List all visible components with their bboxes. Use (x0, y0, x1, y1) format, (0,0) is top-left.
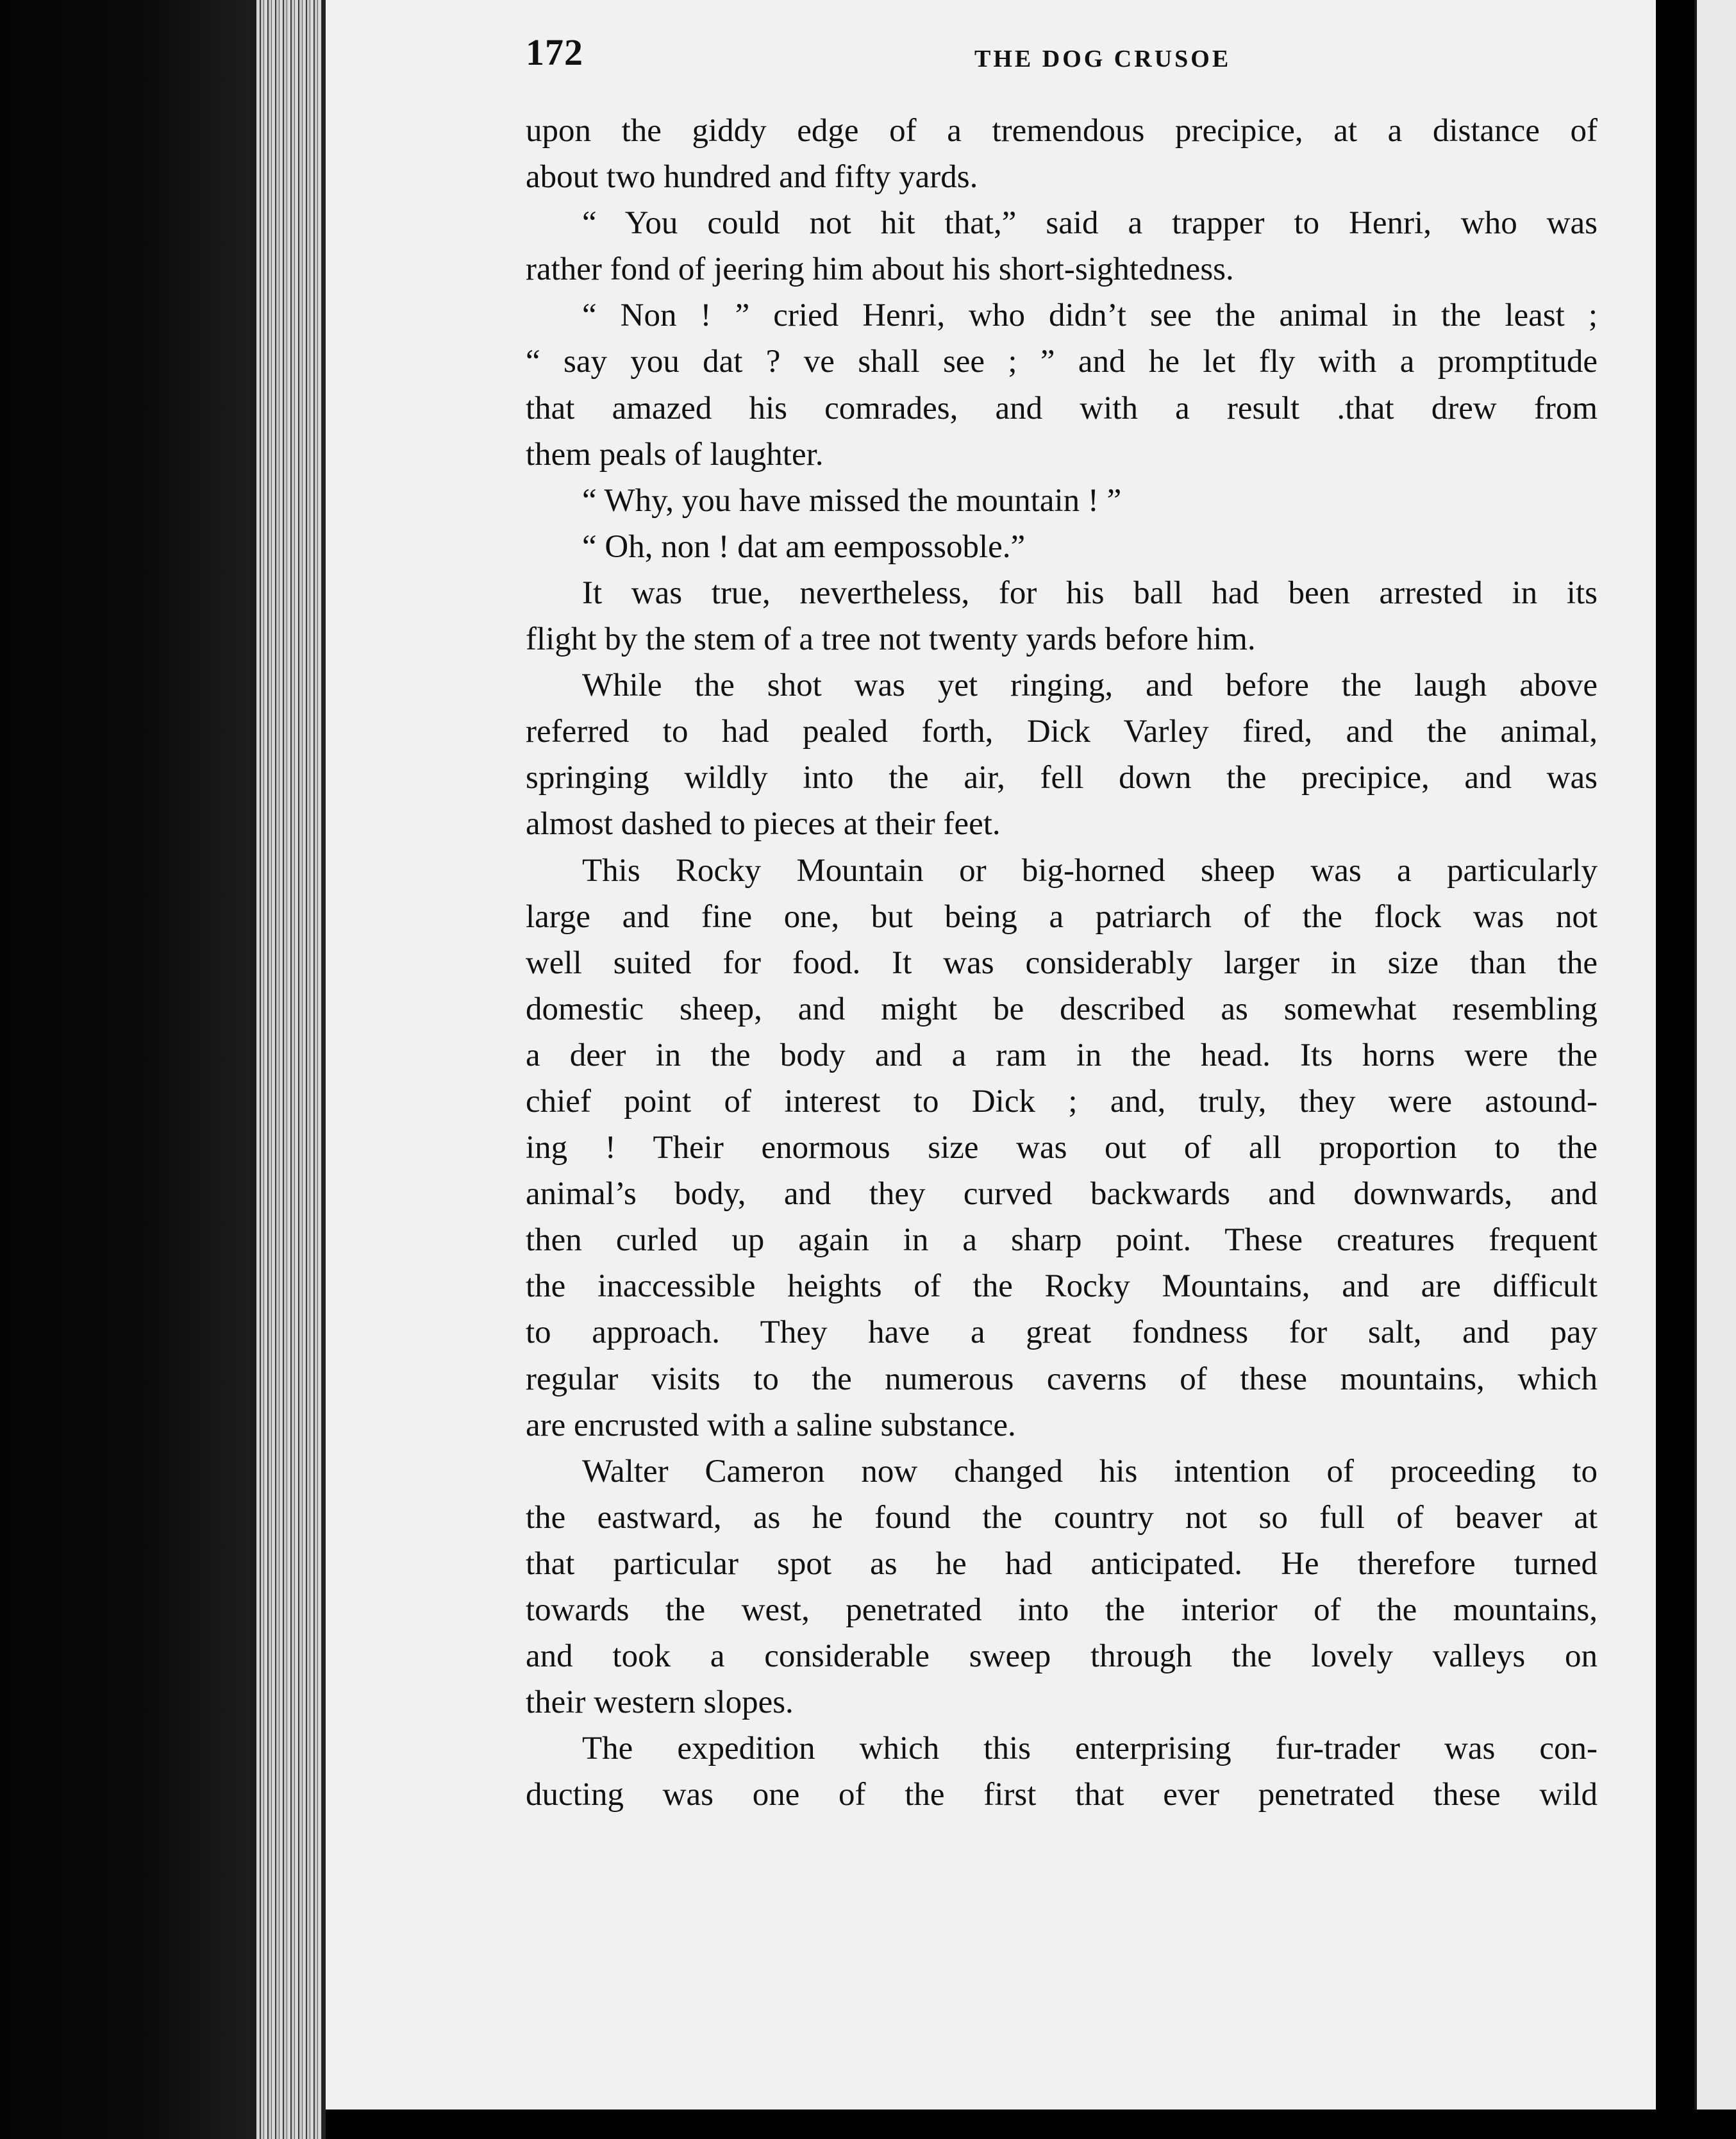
text-line: towards the west, penetrated into the interior of the mountains, (526, 1592, 1598, 1628)
text-line: and took a considerable sweep through the lovely valleys on (526, 1638, 1598, 1675)
text-line: to approach. They have a great fondness for salt, and pay (526, 1314, 1598, 1351)
text-line: The expedition which this enterprising fur-trader was con- (582, 1731, 1598, 1767)
text-line: then curled up again in a sharp point. These creatures frequent (526, 1222, 1598, 1259)
text-line: “ You could not hit that,” said a trapper to Henri, who was (582, 205, 1598, 242)
right-page-edge (1656, 0, 1736, 2139)
next-page-sliver (1694, 0, 1736, 2110)
text-line: ing ! Their enormous size was out of all proportion to the (526, 1130, 1598, 1166)
text-line: the inaccessible heights of the Rocky Mountains, and are difficult (526, 1268, 1598, 1305)
text-line: “ Oh, non ! dat am eempossoble.” (582, 528, 1026, 565)
text-line: This Rocky Mountain or big-horned sheep was a particularly (582, 852, 1598, 889)
running-title: THE DOG CRUSOE (974, 46, 1231, 72)
text-line: are encrusted with a saline substance. (526, 1407, 1016, 1443)
text-line: animal’s body, and they curved backwards and downwards, and (526, 1176, 1598, 1212)
text-line: flight by the stem of a tree not twenty yards before him. (526, 621, 1256, 658)
text-line: that particular spot as he had anticipated. He therefore turned (526, 1545, 1598, 1582)
text-line: domestic sheep, and might be described as somewhat resembling (526, 991, 1598, 1027)
bottom-margin-shadow (326, 2110, 1656, 2139)
text-line: springing wildly into the air, fell down the precipice, and was (526, 760, 1598, 796)
text-line: that amazed his comrades, and with a result .that drew from (526, 390, 1598, 426)
text-line: Walter Cameron now changed his intention of proceeding to (582, 1453, 1598, 1489)
text-line: large and fine one, but being a patriarch of the flock was not (526, 898, 1598, 935)
text-line: almost dashed to pieces at their feet. (526, 806, 1001, 843)
text-line: rather fond of jeering him about his short-sightedness. (526, 251, 1234, 288)
text-line: upon the giddy edge of a tremendous precipice, at a distance of (526, 113, 1598, 149)
text-line: about two hundred and fifty yards. (526, 159, 978, 196)
text-line: “ say you dat ? ve shall see ; ” and he let fly with a promptitude (526, 344, 1598, 380)
book-binding (0, 0, 256, 2139)
book-page (326, 0, 1656, 2110)
page-number: 172 (526, 31, 583, 73)
text-line: a deer in the body and a ram in the head. Its horns were the (526, 1037, 1598, 1073)
page-edges (256, 0, 327, 2139)
text-line: It was true, nevertheless, for his ball had been arrested in its (582, 575, 1598, 611)
body-text (526, 108, 1598, 1818)
text-line: “ Why, you have missed the mountain ! ” (582, 482, 1122, 519)
text-line: the eastward, as he found the country not so full of beaver at (526, 1499, 1598, 1536)
text-line: ducting was one of the first that ever penetrated these wild (526, 1777, 1598, 1813)
text-line: chief point of interest to Dick ; and, truly, they were astound- (526, 1083, 1598, 1120)
text-line: well suited for food. It was considerably larger in size than the (526, 944, 1598, 981)
text-line: regular visits to the numerous caverns of these mountains, which (526, 1361, 1598, 1397)
text-line: referred to had pealed forth, Dick Varley fired, and the animal, (526, 714, 1598, 750)
running-head (526, 31, 1615, 82)
text-line: their western slopes. (526, 1684, 794, 1721)
text-line: “ Non ! ” cried Henri, who didn’t see the animal in the least ; (582, 298, 1598, 334)
text-line: them peals of laughter. (526, 436, 824, 473)
text-line: While the shot was yet ringing, and before the laugh above (582, 667, 1598, 704)
